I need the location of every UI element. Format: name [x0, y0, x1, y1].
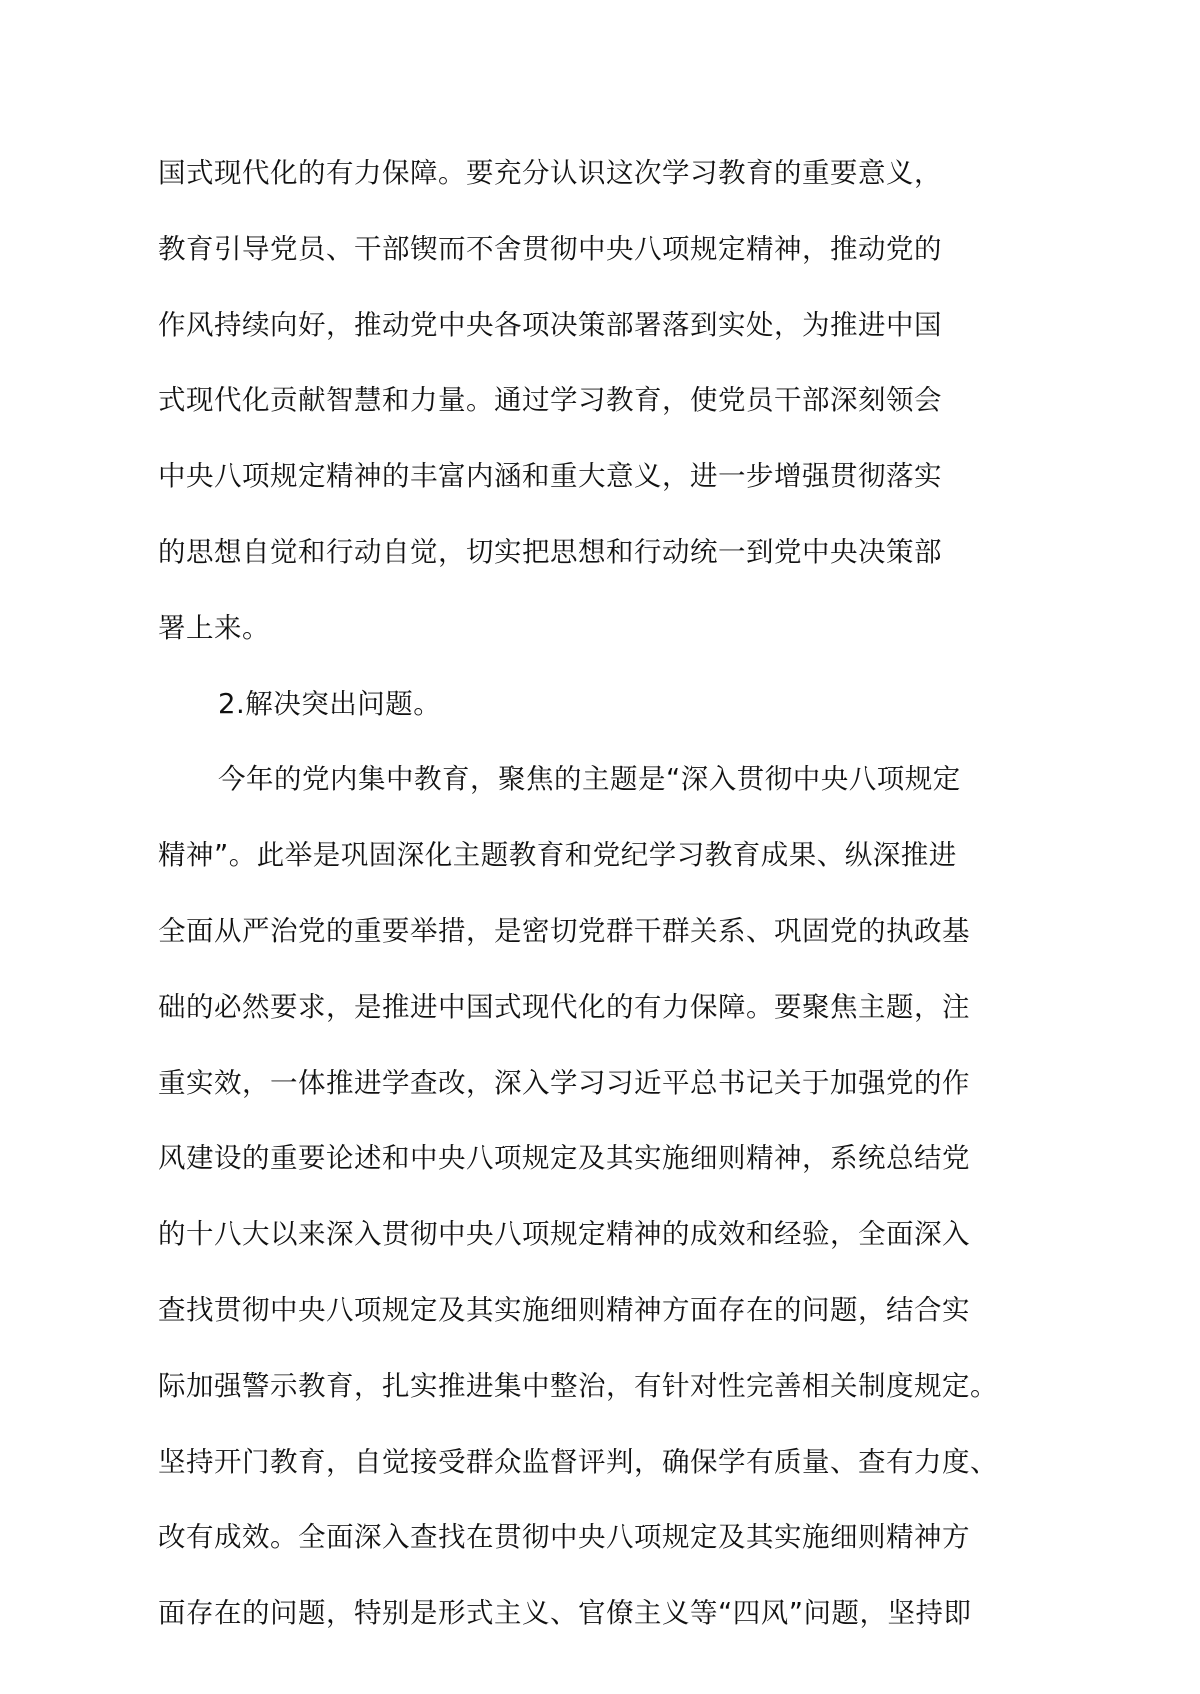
- text-line: 风建设的重要论述和中央八项规定及其实施细则精神，系统总结党: [158, 1142, 970, 1175]
- text-line: 教育引导党员、干部锲而不舍贯彻中央八项规定精神，推动党的: [158, 232, 942, 265]
- text-line: 国式现代化的有力保障。要充分认识这次学习教育的重要意义，: [158, 157, 942, 189]
- text-line: 的思想自觉和行动自觉，切实把思想和行动统一到党中央决策部: [158, 535, 942, 568]
- text-line: 面存在的问题，特别是形式主义、官僚主义等“四风”问题，坚持即: [158, 1597, 972, 1630]
- text-line: 的十八大以来深入贯彻中央八项规定精神的成效和经验，全面深入: [158, 1218, 970, 1251]
- text-line: 改有成效。全面深入查找在贯彻中央八项规定及其实施细则精神方: [158, 1521, 970, 1554]
- text-line: 作风持续向好，推动党中央各项决策部署落到实处，为推进中国: [158, 308, 942, 341]
- text-line: 查找贯彻中央八项规定及其实施细则精神方面存在的问题，结合实: [158, 1293, 970, 1326]
- text-line: 际加强警示教育，扎实推进集中整治，有针对性完善相关制度规定。: [158, 1369, 998, 1402]
- text-line: 坚持开门教育，自觉接受群众监督评判，确保学有质量、查有力度、: [158, 1445, 998, 1478]
- text-line: 署上来。: [158, 611, 270, 644]
- text-line: 全面从严治党的重要举措，是密切党群干群关系、巩固党的执政基: [158, 914, 970, 947]
- text-line: 重实效，一体推进学查改，深入学习习近平总书记关于加强党的作: [158, 1066, 970, 1099]
- text-line: 础的必然要求，是推进中国式现代化的有力保障。要聚焦主题，注: [158, 990, 970, 1023]
- section-heading: 2.解决突出问题。: [218, 687, 442, 720]
- text-line: 中央八项规定精神的丰富内涵和重大意义，进一步增强贯彻落实: [158, 460, 942, 493]
- text-line: 精神”。此举是巩固深化主题教育和党纪学习教育成果、纵深推进: [158, 839, 957, 872]
- paragraph-start-line: 今年的党内集中教育，聚焦的主题是“深入贯彻中央八项规定: [218, 763, 961, 796]
- document-body: [158, 136, 1098, 1652]
- text-line: 式现代化贡献智慧和力量。通过学习教育，使党员干部深刻领会: [158, 384, 942, 417]
